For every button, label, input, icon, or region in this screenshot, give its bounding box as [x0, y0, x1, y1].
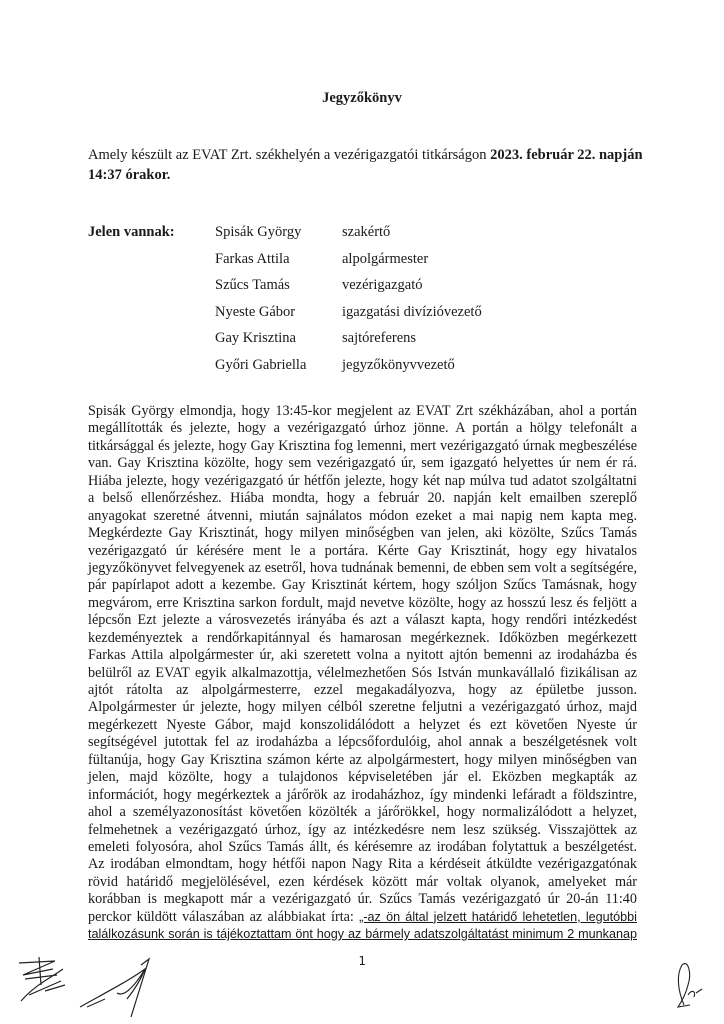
present-row: [215, 224, 535, 251]
present-list: [215, 224, 535, 383]
body-line: [88, 682, 637, 699]
body-line-quote: [88, 926, 637, 943]
person-role: vezérigazgató: [342, 277, 423, 293]
body-line: [88, 804, 637, 821]
body-line: [88, 473, 637, 490]
body-line-text: ajtót rátolta az alpolgármesterre, ezzel megakadályozva, hogy az épületbe jusson.: [88, 682, 637, 698]
body-line-text: megérkezett Nyeste Gábor, majd konszolidálódott a helyzet és ezt követően Nyeste úr: [88, 716, 637, 733]
present-row: [215, 357, 535, 384]
person-role: alpolgármester: [342, 250, 429, 267]
body-line-text: Az irodában elmondtam, hogy hétfői napon Nagy Rita a kérdéseit átküldte vezérigazgatónak: [88, 856, 637, 873]
body-line-text: Hiába jelezte, hogy vezérigazgató úr hétfőn jelezte, hogy két nap múlva tud adatot szolgáltatni: [88, 472, 637, 489]
signature-1: [15, 955, 75, 1010]
body-line-text: információt, hogy megérkeztek a járőrök az irodaházhoz, így mindenki lefáradt a földszintre,: [88, 786, 637, 803]
person-role: szakértő: [342, 224, 391, 240]
body-line: [88, 891, 637, 908]
body-line-text: vezérigazgató úr kérésére ment le a portára. Kérte Gay Krisztinát, hogy egy hivatalos: [88, 542, 637, 559]
document-title: Jegyzőkönyv: [322, 90, 402, 106]
body-line-text: megállították és jelezte, hogy a vezérigazgató úrhoz jönne. A portán a hölgy telefonált a: [88, 420, 637, 437]
body-line-text: segítségével jutottak fel az irodaházba a lépcsőfordulóig, ahol annak a beszélgetésnek volt: [88, 734, 637, 751]
body-line: [88, 490, 637, 507]
present-row: [215, 277, 535, 304]
present-row: [215, 251, 535, 278]
quoted-text: találkozásunk során is tájékoztattam önt hogy az bármely adatszolgáltatást minimum 2 munkanap: [88, 927, 637, 942]
body-line: [88, 403, 637, 420]
body-line: [88, 612, 637, 629]
page-number: 1: [358, 954, 366, 968]
body-line: [88, 420, 637, 437]
intro-time: 14:37 órakor.: [88, 167, 171, 183]
body-line: [88, 752, 637, 769]
body-line-text: emeleti folyosóra, ahol Szűcs Tamás állt, és kérésemre az irodában folytattuk a beszélgetést.: [88, 838, 637, 855]
body-line-text: fültanúja, hogy Gay Krisztina számon kérte az alpolgármestert, hogy milyen minőségben van: [88, 751, 637, 768]
person-name: Spisák György: [215, 224, 302, 240]
body-line-text: titkársággal és jelezte, hogy Gay Krisztina fog lemenni, mert vezérigazgató úrnak megbeszélése: [88, 437, 637, 454]
body-text: [88, 403, 637, 944]
body-line-text: ahol a személyazonosítást követően közölték a járőrökkel, hogy normalizálódott a helyzet,: [88, 804, 637, 821]
body-line-text: korábban is megkapott már a vezérigazgató úr. Szűcs Tamás vezérigazgató úr 20-án 11:40: [88, 891, 637, 908]
body-line: [88, 822, 637, 839]
body-line-text: anyagokat szeretné átvenni, miután sajnálatos módon ezeket a mai napig nem kapta meg.: [88, 507, 637, 524]
body-line: [88, 525, 637, 542]
person-name: Nyeste Gábor: [215, 303, 296, 320]
quoted-text: „-az ön által jelzett határidő lehetetlen, legutóbbi: [359, 909, 637, 924]
body-line: [88, 734, 637, 751]
body-line: [88, 630, 637, 647]
body-line-text: a belső ellenőrzéshez. Hiába mondta, hogy a február 20. napján kelt emailben szereplő: [88, 490, 637, 507]
body-line-text: kezdeményeztek a rendőrkapitánnyal és hamarosan megérkeznek. Időközben megérkezett: [88, 629, 637, 646]
intro-paragraph: [88, 145, 648, 185]
body-line-text: Alpolgármester úr jelezte, hogy milyen célból szeretne feljutni a vezérigazgató úrhoz, majd: [88, 699, 637, 716]
person-role: sajtóreferens: [342, 330, 417, 346]
body-line: [88, 508, 637, 525]
intro-text: Amely készült az EVAT Zrt. székhelyén a vezérigazgatói titkárságon: [88, 147, 491, 163]
body-line-text: pár papírlapot adott a kezembe. Gay Krisztinát kértem, hogy szóljon Szűcs Tamásnak, hogy: [88, 577, 637, 594]
body-line: [88, 647, 637, 664]
person-name: Farkas Attila: [215, 250, 290, 267]
body-line: [88, 787, 637, 804]
body-line-text: Farkas Attila alpolgármester úr, aki szeretett volna a nyitott ajtón bemenni az irodaházba és: [88, 647, 637, 664]
body-line-text: megvárom, erre Krisztina sarkon fordult, majd nevetve közölte, hogy az hosszú lesz és feljött a: [88, 594, 637, 611]
body-line: [88, 543, 637, 560]
body-line: [88, 717, 637, 734]
person-role: jegyzőkönyvvezető: [342, 356, 455, 373]
body-line-text: belülről az EVAT egyik alkalmazottja, vélelmezhetően Sós István munkavállaló fizikálisan az: [88, 664, 637, 681]
present-row: [215, 330, 535, 357]
body-line-text: lépcsőn Ezt jelezte a városvezetés irányába és azt a választ kapta, hogy rendőri intézkedést: [88, 612, 637, 629]
body-line: [88, 699, 637, 716]
body-line-text: van. Gay Krisztina közölte, hogy sem vezérigazgató úr, sem igazgató helyettes úr nem ér rá.: [88, 455, 637, 472]
present-label: Jelen vannak:: [88, 224, 175, 240]
person-name: Gay Krisztina: [215, 330, 296, 346]
body-line-text: jelen, majd közölte, hogy a tulajdonos képviseletében jár el. Eközben megkapták az: [88, 769, 637, 786]
body-line-text: rövid határidő megjelölésével, ezen kérdések között már voltak olyanok, amelyeket már: [88, 873, 637, 890]
body-line-quote-start: [88, 909, 637, 926]
body-line: [88, 665, 637, 682]
body-line: [88, 438, 637, 455]
body-line: [88, 577, 637, 594]
body-line: [88, 455, 637, 472]
present-row: [215, 304, 535, 331]
person-name: Győri Gabriella: [215, 356, 307, 373]
signature-3: [668, 955, 708, 1015]
body-line-text: Spisák György elmondja, hogy 13:45-kor megjelent az EVAT Zrt székházában, ahol a portán: [88, 403, 637, 419]
body-line-text: Megkérdezte Gay Krisztinát, hogy milyen minőségben van jelen, aki közölte, Szűcs Tamás: [88, 525, 637, 542]
body-line: [88, 769, 637, 786]
body-line: [88, 839, 637, 856]
signature-2: [75, 955, 165, 1020]
person-role: igazgatási divízióvezető: [342, 303, 482, 320]
body-line-text: felmehetnek a vezérigazgató úrhoz, így az intézkedésre nem lesz szükség. Visszajöttek az: [88, 821, 637, 838]
body-line: [88, 560, 637, 577]
body-line-plain: perckor küldött válaszában az alábbiakat írta:: [88, 908, 360, 925]
body-line-text: jegyzőkönyvet felvegyenek az esetről, hova tudnának bemenni, de ebben sem volt a segítségére,: [88, 559, 637, 576]
body-line: [88, 874, 637, 891]
body-line: [88, 595, 637, 612]
intro-date: 2023. február 22. napján: [490, 147, 643, 163]
person-name: Szűcs Tamás: [215, 277, 290, 293]
body-line: [88, 856, 637, 873]
